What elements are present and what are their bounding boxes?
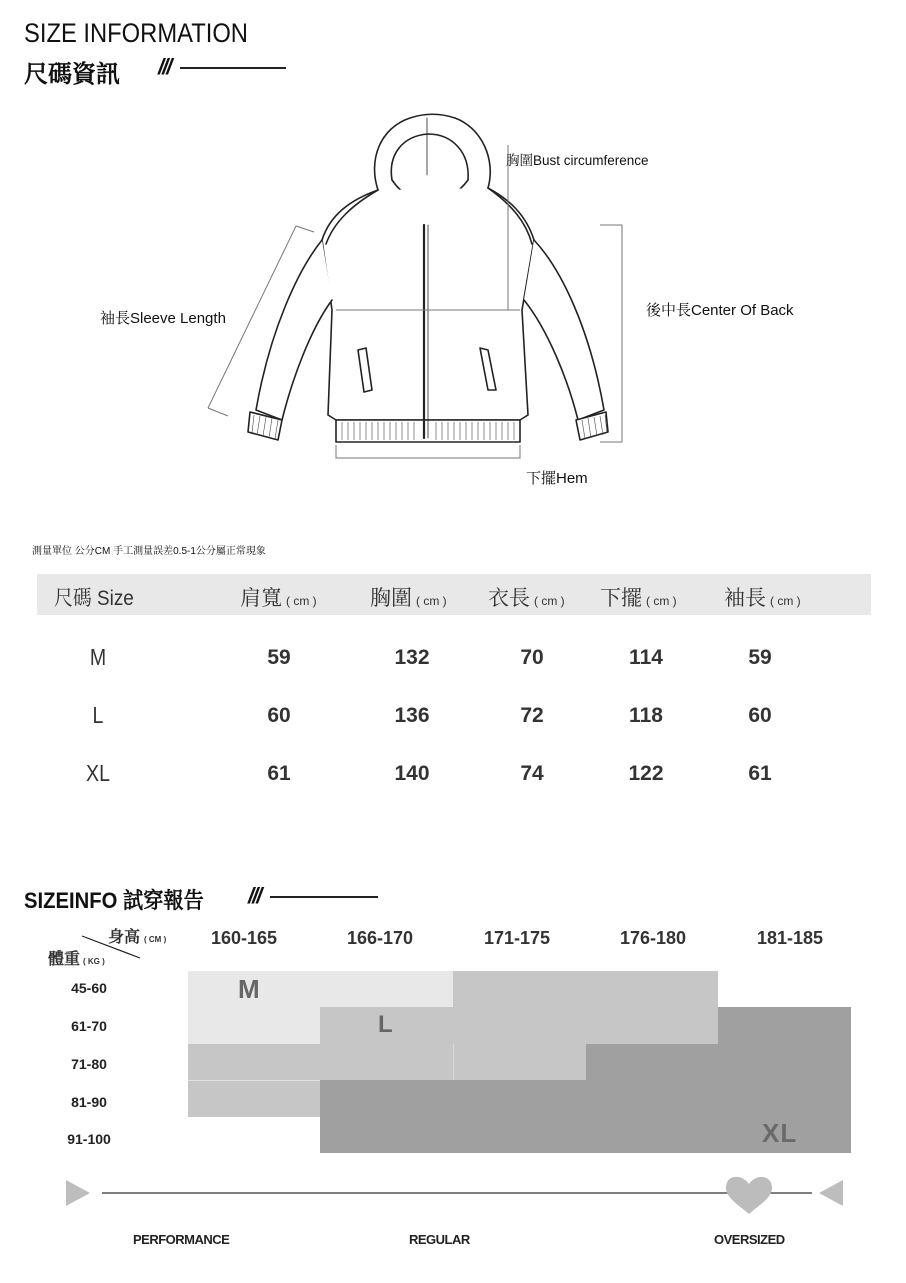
weight-row-header: 71-80 (71, 1056, 107, 1072)
table-row-size: M (89, 644, 107, 670)
table-row-size: XL (86, 760, 110, 786)
table-cell: 61 (267, 762, 291, 785)
table-cell: 118 (629, 704, 663, 727)
bust-column-header: 胸圍 ( cm ) (370, 587, 447, 610)
fit-scale-regular: REGULAR (409, 1232, 470, 1247)
bust-label: 胸圍Bust circumference (506, 153, 649, 168)
page-subtitle: 尺碼資訊 (24, 61, 120, 88)
weight-row-header: 45-60 (71, 980, 107, 996)
fit-report-slashes: /// (248, 883, 261, 908)
fit-block-m (188, 971, 453, 1007)
height-column-header: 166-170 (346, 928, 414, 948)
fit-label-xl: XL (762, 1118, 798, 1148)
table-row-size: L (92, 702, 104, 728)
fit-scale-oversized: OVERSIZED (714, 1232, 785, 1247)
table-cell: 59 (748, 646, 772, 669)
table-cell: 60 (267, 704, 291, 727)
fit-block-l (188, 1081, 320, 1117)
fit-report-title: SIZEINFO 試穿報告 (24, 888, 204, 913)
weight-row-header: 81-90 (71, 1094, 107, 1110)
shoulder-column-header: 肩寬 ( cm ) (240, 587, 317, 610)
table-cell: 114 (629, 646, 663, 669)
length-column-header: 衣長 ( cm ) (488, 587, 565, 610)
fit-grid-line (453, 1044, 454, 1080)
height-column-header: 160-165 (210, 928, 278, 948)
fit-scale-slider-icon (60, 1170, 850, 1220)
hem-label: 下擺Hem (526, 470, 588, 487)
fit-block-m (188, 1007, 320, 1044)
fit-block-xl (718, 1007, 851, 1044)
height-column-header: 176-180 (619, 928, 687, 948)
table-cell: 61 (748, 762, 772, 785)
table-cell: 59 (267, 646, 291, 669)
weight-row-header: 91-100 (67, 1131, 111, 1147)
page-title: SIZE INFORMATION (24, 18, 248, 48)
sleeve-column-header: 袖長 ( cm ) (724, 587, 801, 610)
weight-axis-label: 體重 ( KG ) (48, 951, 105, 968)
weight-row-header: 61-70 (71, 1018, 107, 1034)
title-underline (180, 67, 286, 69)
table-cell: 122 (628, 762, 664, 785)
fit-report-underline (270, 896, 378, 898)
table-cell: 72 (520, 704, 544, 727)
table-cell: 70 (520, 646, 544, 669)
table-cell: 140 (394, 762, 430, 785)
fit-block-xl (586, 1044, 851, 1080)
hem-column-header: 下擺 ( cm ) (600, 587, 677, 610)
measurement-note: 測量單位 公分CM 手工測量誤差0.5-1公分屬正常現象 (32, 546, 266, 557)
fit-block-l (188, 1044, 586, 1080)
sleeve-length-label: 袖長Sleeve Length (100, 310, 226, 327)
table-cell: 60 (748, 704, 772, 727)
height-column-header: 171-175 (483, 928, 551, 948)
title-slashes: /// (158, 54, 171, 79)
fit-block-l (453, 971, 718, 1007)
back-length-label: 後中長Center Of Back (646, 302, 794, 319)
table-cell: 136 (394, 704, 430, 727)
fit-grid-line (188, 1080, 320, 1081)
table-cell: 74 (520, 762, 544, 785)
height-column-header: 181-185 (756, 928, 824, 948)
corner-diagonal-icon (80, 934, 142, 960)
table-cell: 132 (394, 646, 430, 669)
fit-label-l: L (378, 1011, 394, 1038)
fit-scale-performance: PERFORMANCE (133, 1232, 230, 1247)
fit-label-m: M (238, 974, 261, 1004)
size-column-header: 尺碼 Size (54, 587, 134, 610)
height-axis-label: 身高 ( CM ) (108, 929, 167, 946)
